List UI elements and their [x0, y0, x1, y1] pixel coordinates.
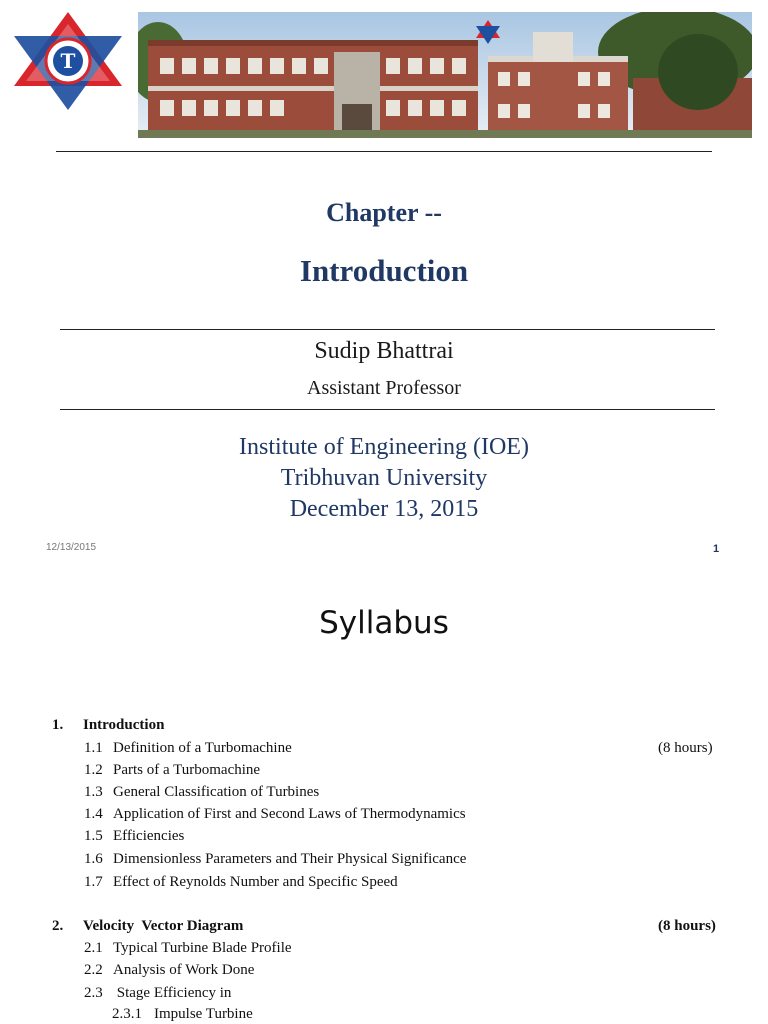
syllabus-title: Syllabus — [319, 605, 449, 641]
list-item — [84, 962, 254, 979]
item-text: Parts of a Turbomachine — [113, 762, 261, 778]
item-text: Typical Turbine Blade Profile — [113, 940, 292, 956]
campus-building-photo — [138, 12, 752, 138]
chapter-label: Chapter -- — [326, 198, 442, 227]
section-hours: (8 hours) — [658, 918, 716, 934]
item-number: 1.2 — [84, 762, 103, 778]
list-item — [84, 828, 184, 845]
list-item — [84, 851, 466, 868]
item-number: 2.1 — [84, 940, 103, 956]
section-number: 2. — [52, 918, 64, 934]
section-title: Introduction — [83, 717, 165, 733]
author-name: Sudip Bhattrai — [314, 338, 454, 364]
item-text: Analysis of Work Done — [113, 962, 255, 978]
list-item — [84, 985, 231, 1002]
chapter-title: Introduction — [299, 253, 469, 288]
page-number: 1 — [713, 543, 720, 555]
list-item — [84, 740, 292, 757]
item-text: Effect of Reynolds Number and Specific Speed — [113, 874, 398, 890]
item-number: 2.2 — [84, 962, 103, 978]
section-number: 1. — [52, 717, 64, 733]
author-role: Assistant Professor — [307, 377, 461, 399]
university-logo-icon — [10, 10, 126, 112]
item-text: General Classification of Turbines — [113, 784, 320, 800]
list-item — [84, 762, 260, 779]
svg-text:T: T — [60, 49, 76, 73]
footer-date: 12/13/2015 — [46, 542, 97, 553]
university-name: Tribhuvan University — [280, 465, 488, 491]
title-divider — [60, 329, 715, 330]
presentation-date: December 13, 2015 — [289, 496, 479, 522]
item-number: 1.7 — [84, 874, 103, 890]
item-number: 1.1 — [84, 740, 103, 756]
list-subitem — [112, 1006, 253, 1023]
list-item — [84, 784, 319, 801]
institute-name: Institute of Engineering (IOE) — [239, 434, 529, 460]
item-number: 1.4 — [84, 806, 103, 822]
section-heading — [52, 717, 164, 734]
subitem-text: Impulse Turbine — [154, 1006, 253, 1022]
item-text: Stage Efficiency in — [113, 985, 232, 1001]
list-item — [84, 874, 398, 891]
item-text: Definition of a Turbomachine — [113, 740, 292, 756]
institution-block — [0, 432, 768, 525]
item-number: 2.3 — [84, 985, 103, 1001]
section-heading — [52, 918, 243, 935]
header-divider — [56, 151, 712, 152]
item-text: Dimensionless Parameters and Their Physical Significance — [113, 851, 467, 867]
section-title: Velocity Vector Diagram — [83, 918, 244, 934]
list-item — [84, 940, 292, 957]
item-number: 1.3 — [84, 784, 103, 800]
item-number: 1.6 — [84, 851, 103, 867]
item-number: 1.5 — [84, 828, 103, 844]
list-item — [84, 806, 466, 823]
item-text: Application of First and Second Laws of Thermodynamics — [113, 806, 466, 822]
author-divider — [60, 409, 715, 410]
section-hours: (8 hours) — [658, 740, 713, 756]
subitem-number: 2.3.1 — [112, 1006, 142, 1022]
item-text: Efficiencies — [113, 828, 185, 844]
